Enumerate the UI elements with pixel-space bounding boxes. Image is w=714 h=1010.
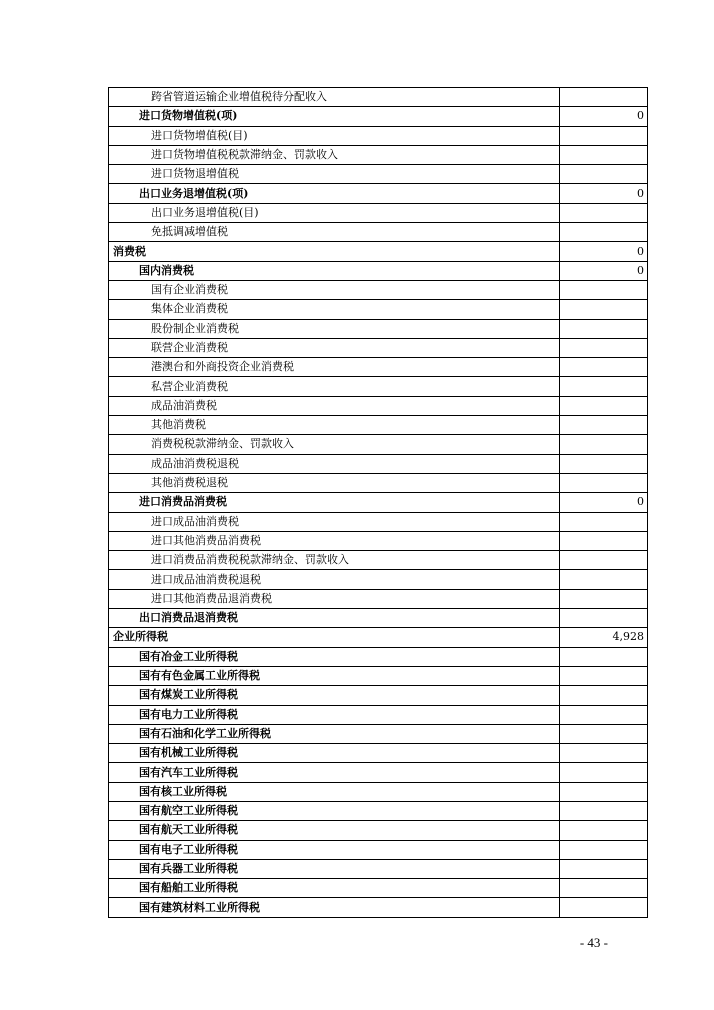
table-row [109,319,648,338]
row-label: 进口其他消费品消费税 [109,531,560,550]
row-label: 国有有色金属工业所得税 [109,666,560,685]
table-row [109,88,648,107]
table-row [109,223,648,242]
row-label: 国有核工业所得税 [109,782,560,801]
row-amount [560,88,648,107]
row-amount [560,821,648,840]
row-amount [560,859,648,878]
table-row [109,396,648,415]
table-row [109,744,648,763]
row-label: 进口货物增值税税款滞纳金、罚款收入 [109,145,560,164]
row-amount [560,358,648,377]
row-amount: 0 [560,107,648,126]
row-label: 进口其他消费品退消费税 [109,589,560,608]
row-label: 免抵调减增值税 [109,223,560,242]
table-row [109,551,648,570]
row-amount [560,377,648,396]
row-amount [560,223,648,242]
table-row [109,203,648,222]
table-row [109,261,648,280]
row-amount [560,300,648,319]
row-label: 国有航天工业所得税 [109,821,560,840]
row-label: 国有汽车工业所得税 [109,763,560,782]
row-label: 国有建筑材料工业所得税 [109,898,560,917]
row-amount [560,126,648,145]
table-row [109,570,648,589]
row-label: 国有企业消费税 [109,280,560,299]
table-row [109,531,648,550]
row-amount [560,782,648,801]
table-row [109,126,648,145]
page-number: - 43 - [579,935,608,950]
table-row [109,686,648,705]
table-row [109,107,648,126]
row-amount [560,145,648,164]
row-label: 企业所得税 [109,628,560,647]
row-amount: 4,928 [560,628,648,647]
table-row [109,879,648,898]
table-row [109,801,648,820]
row-amount: 0 [560,184,648,203]
table-row [109,300,648,319]
row-amount [560,589,648,608]
row-label: 私营企业消费税 [109,377,560,396]
table-row [109,165,648,184]
row-label: 国有航空工业所得税 [109,801,560,820]
row-label: 国有煤炭工业所得税 [109,686,560,705]
row-amount [560,416,648,435]
row-amount [560,801,648,820]
row-amount [560,396,648,415]
row-amount: 0 [560,493,648,512]
row-label: 进口消费品消费税税款滞纳金、罚款收入 [109,551,560,570]
row-amount [560,647,648,666]
table-row [109,473,648,492]
row-label: 进口消费品消费税 [109,493,560,512]
row-amount [560,512,648,531]
row-label: 进口货物增值税(目) [109,126,560,145]
row-label: 成品油消费税退税 [109,454,560,473]
row-label: 进口成品油消费税退税 [109,570,560,589]
row-label: 其他消费税退税 [109,473,560,492]
row-amount [560,531,648,550]
row-label: 国有电力工业所得税 [109,705,560,724]
row-label: 跨省管道运输企业增值税待分配收入 [109,88,560,107]
row-label: 国有冶金工业所得税 [109,647,560,666]
row-label: 进口货物退增值税 [109,165,560,184]
row-amount [560,879,648,898]
table-row [109,724,648,743]
table-row [109,338,648,357]
table-row [109,435,648,454]
row-amount [560,686,648,705]
row-amount [560,570,648,589]
row-amount: 0 [560,242,648,261]
row-amount [560,705,648,724]
row-label: 国有兵器工业所得税 [109,859,560,878]
row-label: 进口货物增值税(项) [109,107,560,126]
row-amount [560,473,648,492]
table-row [109,358,648,377]
table-row [109,647,648,666]
table-row [109,609,648,628]
table-row [109,454,648,473]
row-label: 成品油消费税 [109,396,560,415]
table-row [109,145,648,164]
row-label: 出口业务退增值税(项) [109,184,560,203]
table-row [109,821,648,840]
row-label: 国有机械工业所得税 [109,744,560,763]
row-amount [560,435,648,454]
row-amount [560,338,648,357]
row-amount [560,319,648,338]
table-row [109,898,648,917]
row-label: 国内消费税 [109,261,560,280]
row-amount [560,551,648,570]
row-label: 消费税 [109,242,560,261]
table-row [109,705,648,724]
budget-revenue-table [108,87,648,918]
row-amount: 0 [560,261,648,280]
row-label: 国有电子工业所得税 [109,840,560,859]
row-label: 港澳台和外商投资企业消费税 [109,358,560,377]
table-row [109,628,648,647]
row-amount [560,280,648,299]
table-row [109,280,648,299]
table-row [109,666,648,685]
table-row [109,859,648,878]
row-amount [560,724,648,743]
row-amount [560,165,648,184]
row-label: 国有石油和化学工业所得税 [109,724,560,743]
table-row [109,840,648,859]
table-row [109,184,648,203]
row-amount [560,763,648,782]
row-label: 联营企业消费税 [109,338,560,357]
row-amount [560,840,648,859]
table-row [109,377,648,396]
row-label: 股份制企业消费税 [109,319,560,338]
row-label: 集体企业消费税 [109,300,560,319]
table-row [109,589,648,608]
table-row [109,416,648,435]
row-label: 出口业务退增值税(目) [109,203,560,222]
row-amount [560,898,648,917]
row-amount [560,454,648,473]
table-row [109,763,648,782]
table-row [109,242,648,261]
row-label: 国有船舶工业所得税 [109,879,560,898]
row-label: 其他消费税 [109,416,560,435]
table-row [109,493,648,512]
row-label: 出口消费品退消费税 [109,609,560,628]
row-amount [560,666,648,685]
table-body [109,88,648,918]
row-label: 消费税税款滞纳金、罚款收入 [109,435,560,454]
table-row [109,782,648,801]
row-label: 进口成品油消费税 [109,512,560,531]
row-amount [560,203,648,222]
table-row [109,512,648,531]
row-amount [560,744,648,763]
row-amount [560,609,648,628]
